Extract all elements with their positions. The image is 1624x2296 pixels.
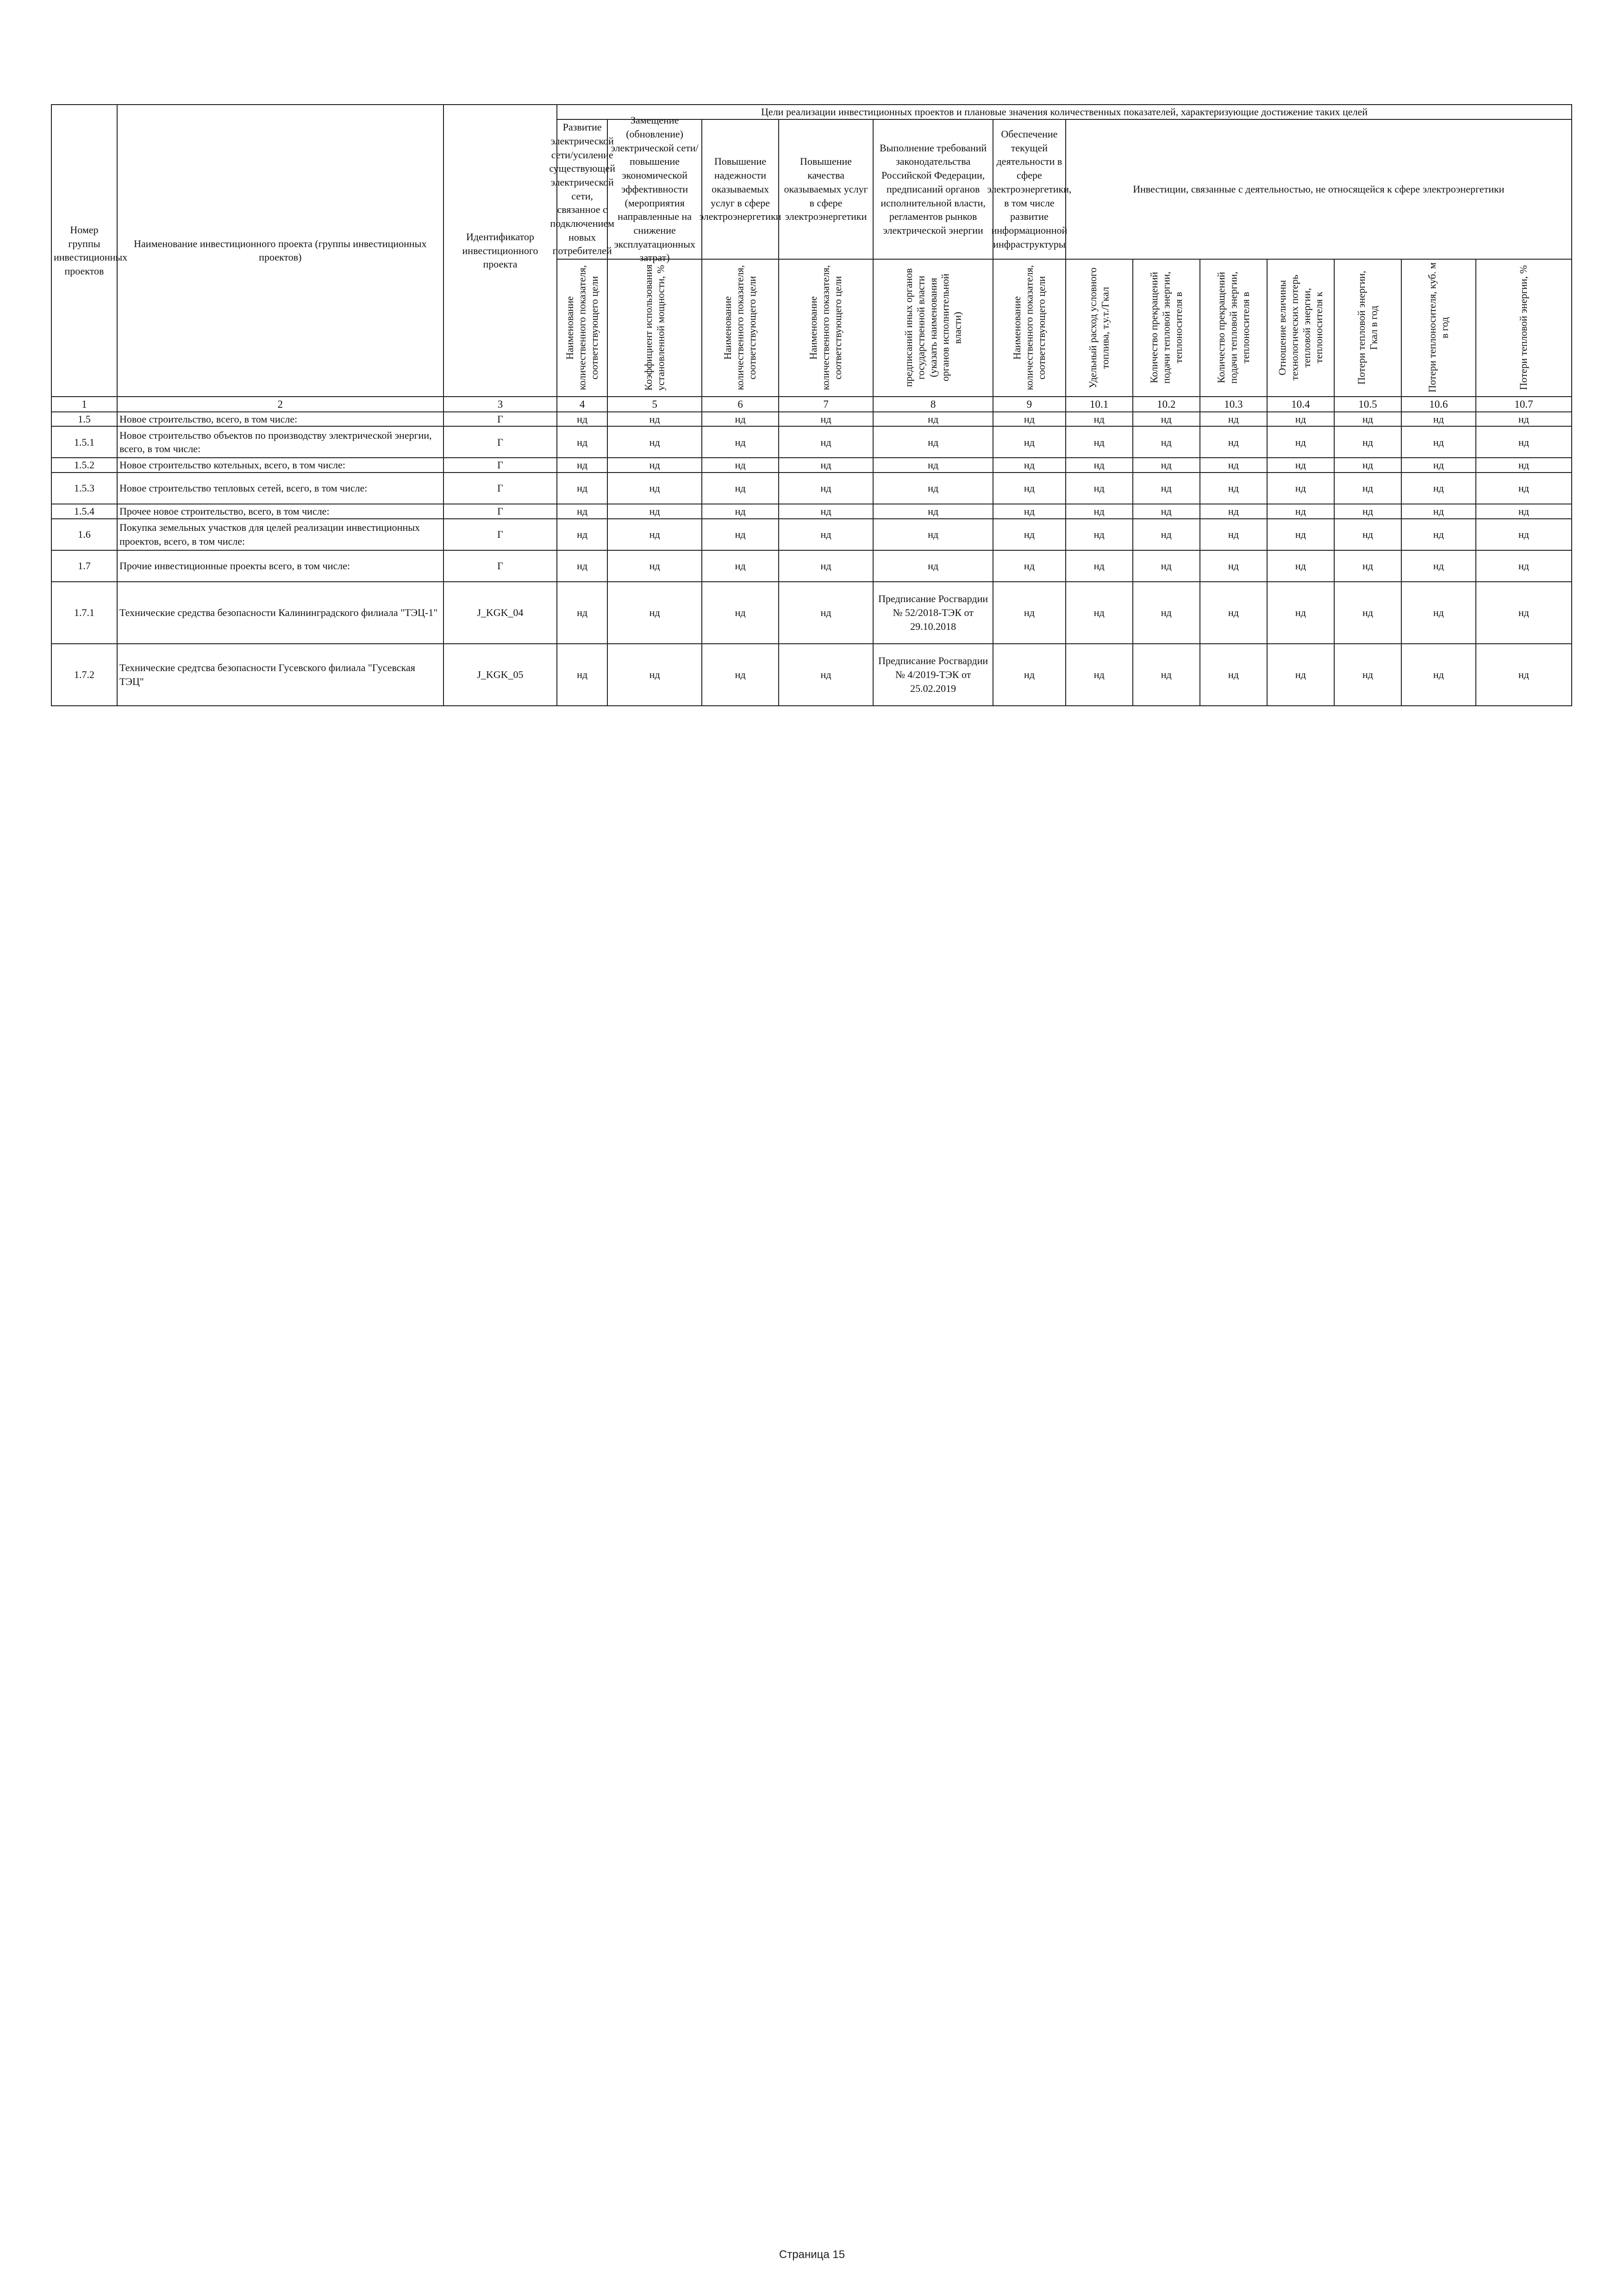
row-value-cell: нд (1401, 504, 1476, 519)
row-value-cell: нд (779, 644, 873, 706)
row-value-cell: нд (1267, 519, 1334, 550)
table-row (51, 458, 1572, 473)
row-number: 1.7.2 (51, 644, 117, 706)
row-value-cell: нд (1401, 519, 1476, 550)
indicator-header (607, 259, 702, 397)
column-number: 10.2 (1133, 397, 1200, 412)
investment-projects-table (51, 104, 1572, 706)
row-value-cell: нд (607, 550, 702, 582)
row-number: 1.5.3 (51, 473, 117, 504)
row-value-cell: нд (607, 519, 702, 550)
column-number: 10.3 (1200, 397, 1267, 412)
row-number: 1.5.4 (51, 504, 117, 519)
goal-group-label: Замещение (обновление) электрической сети/повышение экономической эффективности (мероприятия направленные на снижение эксплуатационных затрат) (611, 114, 699, 264)
row-value-cell: нд (1066, 644, 1133, 706)
row-value-cell: нд (993, 426, 1065, 458)
row-value-cell: нд (557, 412, 607, 427)
row-value-cell: нд (557, 504, 607, 519)
table-row (51, 504, 1572, 519)
row-value-cell: нд (993, 550, 1065, 582)
row-value-cell: нд (1133, 519, 1200, 550)
row-value-cell: нд (1267, 644, 1334, 706)
column-number: 10.1 (1066, 397, 1133, 412)
row-requirement-cell: нд (873, 504, 993, 519)
indicator-header (1133, 259, 1200, 397)
row-value-cell: нд (779, 426, 873, 458)
row-project-id: Г (443, 426, 557, 458)
row-value-cell: нд (702, 504, 779, 519)
row-requirement-cell: Предписание Росгвардии № 52/2018-ТЭК от 29.10.2018 (873, 582, 993, 644)
header-project-name: Наименование инвестиционного проекта (группы инвестиционных проектов) (117, 105, 443, 397)
indicator-header (873, 259, 993, 397)
row-value-cell: нд (1401, 412, 1476, 427)
row-value-cell: нд (1267, 582, 1334, 644)
table-row (51, 582, 1572, 644)
row-value-cell: нд (1476, 582, 1572, 644)
page-number: Страница 15 (779, 2248, 845, 2261)
goal-group-header (699, 119, 781, 259)
column-number: 5 (607, 397, 702, 412)
indicator-label: Наименование количественного показателя, соответствующего цели (564, 265, 600, 391)
row-number: 1.5.2 (51, 458, 117, 473)
indicator-header (702, 259, 779, 397)
goal-group-header (607, 114, 702, 264)
indicator-label: Потери тепловой энергии, % (1518, 265, 1530, 391)
row-value-cell: нд (1401, 582, 1476, 644)
goal-group-header (1066, 119, 1572, 259)
row-value-cell: нд (1401, 426, 1476, 458)
row-value-cell: нд (1066, 582, 1133, 644)
row-value-cell: нд (779, 473, 873, 504)
row-requirement-cell: Предписание Росгвардии № 4/2019-ТЭК от 25.02.2019 (873, 644, 993, 706)
goal-group-label: Повышение качества оказываемых услуг в сфере электроэнергетики (784, 156, 868, 223)
row-value-cell: нд (1066, 412, 1133, 427)
row-project-id: Г (443, 458, 557, 473)
row-value-cell: нд (779, 458, 873, 473)
table-row (51, 550, 1572, 582)
row-value-cell: нд (1133, 582, 1200, 644)
header-goals: Цели реализации инвестиционных проектов и плановые значения количественных показателей, характеризующие достижение таких целей (557, 105, 1572, 119)
row-value-cell: нд (557, 550, 607, 582)
indicator-label: Отношение величины технологических потерь тепловой энергии, теплоносителя к (1276, 275, 1324, 381)
row-value-cell: нд (993, 582, 1065, 644)
row-value-cell: нд (1334, 550, 1401, 582)
header-project-id: Идентификатор инвестиционного проекта (443, 105, 557, 397)
row-value-cell: нд (993, 504, 1065, 519)
row-value-cell: нд (557, 473, 607, 504)
row-value-cell: нд (702, 644, 779, 706)
row-requirement-cell: нд (873, 426, 993, 458)
goal-group-label: Повышение надежности оказываемых услуг в сфере электроэнергетики (699, 156, 781, 223)
row-value-cell: нд (1133, 458, 1200, 473)
row-value-cell: нд (1334, 426, 1401, 458)
row-number: 1.5.1 (51, 426, 117, 458)
indicator-label: Коэффициент использования установленной мощности, % (642, 264, 667, 391)
row-value-cell: нд (1200, 550, 1267, 582)
row-value-cell: нд (779, 582, 873, 644)
row-value-cell: нд (1267, 550, 1334, 582)
row-value-cell: нд (779, 550, 873, 582)
table-row (51, 426, 1572, 458)
goal-group-header (779, 119, 873, 259)
row-value-cell: нд (1334, 458, 1401, 473)
row-project-name: Новое строительство котельных, всего, в том числе: (117, 458, 443, 473)
row-requirement-cell: нд (873, 519, 993, 550)
row-requirement-cell: нд (873, 458, 993, 473)
row-value-cell: нд (1476, 473, 1572, 504)
row-value-cell: нд (702, 412, 779, 427)
row-value-cell: нд (702, 458, 779, 473)
row-project-id: Г (443, 473, 557, 504)
row-value-cell: нд (1476, 519, 1572, 550)
row-value-cell: нд (1476, 458, 1572, 473)
row-value-cell: нд (993, 473, 1065, 504)
indicator-label: Количество прекращений подачи тепловой энергии, теплоносителя в (1148, 272, 1184, 384)
row-number: 1.7.1 (51, 582, 117, 644)
row-value-cell: нд (993, 644, 1065, 706)
goal-group-label: Обеспечение текущей деятельности в сфере электроэнергетики, в том числе развитие информационной инфраструктуры (987, 128, 1072, 250)
row-project-name: Новое строительство объектов по производству электрической энергии, всего, в том числе: (117, 426, 443, 458)
row-value-cell: нд (1200, 504, 1267, 519)
row-value-cell: нд (1476, 426, 1572, 458)
row-value-cell: нд (1133, 644, 1200, 706)
indicator-header (1476, 259, 1572, 397)
indicator-label: Удельный расход условного топлива, т.у.т./Гкал (1087, 267, 1111, 388)
row-project-name: Новое строительство, всего, в том числе: (117, 412, 443, 427)
row-value-cell: нд (607, 582, 702, 644)
row-value-cell: нд (1401, 473, 1476, 504)
row-project-name: Технические средства безопасности Калининградского филиала "ТЭЦ-1" (117, 582, 443, 644)
row-value-cell: нд (702, 426, 779, 458)
indicator-header (557, 259, 607, 397)
row-value-cell: нд (1066, 550, 1133, 582)
row-value-cell: нд (1200, 426, 1267, 458)
row-value-cell: нд (1334, 582, 1401, 644)
indicator-header (993, 259, 1065, 397)
row-value-cell: нд (607, 426, 702, 458)
indicator-header (1066, 259, 1133, 397)
row-value-cell: нд (557, 582, 607, 644)
column-number: 10.6 (1401, 397, 1476, 412)
column-number: 2 (117, 397, 443, 412)
indicator-label: предписаний иных органов государственной власти (указать наименования органов исполнительной власти) (902, 268, 963, 387)
indicator-label: Потери тепловой энергии, Гкал в год (1355, 271, 1380, 385)
indicator-header (1267, 259, 1334, 397)
column-number: 8 (873, 397, 993, 412)
row-value-cell: нд (1066, 473, 1133, 504)
row-project-name: Технические средтсва безопасности Гусевского филиала "Гусевская ТЭЦ" (117, 644, 443, 706)
row-value-cell: нд (1200, 473, 1267, 504)
goal-group-label: Выполнение требований законодательства Российской Федерации, предписаний органов исполнительной власти, регламентов рынков электрической энергии (879, 142, 987, 236)
row-value-cell: нд (1401, 644, 1476, 706)
row-value-cell: нд (993, 519, 1065, 550)
row-project-id: J_KGK_04 (443, 582, 557, 644)
row-value-cell: нд (1334, 519, 1401, 550)
row-value-cell: нд (702, 473, 779, 504)
indicator-header (1401, 259, 1476, 397)
column-number: 1 (51, 397, 117, 412)
row-requirement-cell: нд (873, 473, 993, 504)
row-value-cell: нд (1334, 473, 1401, 504)
row-value-cell: нд (993, 458, 1065, 473)
indicator-label: Наименование количественного показателя, соответствующего цели (1011, 265, 1047, 391)
row-value-cell: нд (1267, 426, 1334, 458)
header-group-number: Номер группы инвестиционных проектов (51, 105, 117, 397)
row-value-cell: нд (1267, 504, 1334, 519)
row-value-cell: нд (1476, 412, 1572, 427)
row-number: 1.7 (51, 550, 117, 582)
goal-group-label: Развитие электрической сети/усиление существующей электрической сети, связанное с подключением новых потребителей (549, 121, 615, 257)
indicator-header (1334, 259, 1401, 397)
row-number: 1.6 (51, 519, 117, 550)
row-value-cell: нд (1401, 550, 1476, 582)
row-value-cell: нд (1133, 504, 1200, 519)
row-value-cell: нд (993, 412, 1065, 427)
row-value-cell: нд (607, 412, 702, 427)
column-number: 7 (779, 397, 873, 412)
column-numbers-row (51, 397, 1572, 412)
row-value-cell: нд (1066, 519, 1133, 550)
row-project-name: Прочее новое строительство, всего, в том числе: (117, 504, 443, 519)
indicator-header (1200, 259, 1267, 397)
row-value-cell: нд (1267, 458, 1334, 473)
row-number: 1.5 (51, 412, 117, 427)
row-value-cell: нд (1200, 644, 1267, 706)
row-value-cell: нд (557, 458, 607, 473)
table-body (51, 412, 1572, 706)
column-number: 10.5 (1334, 397, 1401, 412)
row-value-cell: нд (1334, 644, 1401, 706)
column-number: 6 (702, 397, 779, 412)
row-value-cell: нд (1476, 550, 1572, 582)
column-number: 10.4 (1267, 397, 1334, 412)
row-requirement-cell: нд (873, 412, 993, 427)
row-value-cell: нд (1133, 412, 1200, 427)
row-value-cell: нд (1200, 519, 1267, 550)
row-value-cell: нд (1133, 473, 1200, 504)
indicator-label: Наименование количественного показателя, соответствующего цели (807, 265, 844, 391)
goal-group-header (873, 119, 993, 259)
row-value-cell: нд (557, 426, 607, 458)
row-value-cell: нд (557, 519, 607, 550)
row-value-cell: нд (1066, 504, 1133, 519)
row-value-cell: нд (607, 644, 702, 706)
row-value-cell: нд (1066, 426, 1133, 458)
row-project-id: Г (443, 412, 557, 427)
row-project-id: Г (443, 519, 557, 550)
row-value-cell: нд (779, 519, 873, 550)
row-project-name: Покупка земельных участков для целей реализации инвестиционных проектов, всего, в том числе: (117, 519, 443, 550)
indicator-label: Потери теплоносителя, куб. м в год (1426, 262, 1450, 393)
indicator-label: Наименование количественного показателя, соответствующего цели (722, 265, 758, 391)
column-number: 10.7 (1476, 397, 1572, 412)
table-header (51, 105, 1572, 412)
row-value-cell: нд (607, 458, 702, 473)
column-number: 4 (557, 397, 607, 412)
row-project-id: Г (443, 550, 557, 582)
table-row (51, 519, 1572, 550)
row-value-cell: нд (779, 412, 873, 427)
row-value-cell: нд (1476, 644, 1572, 706)
indicator-label: Количество прекращений подачи тепловой энергии, теплоносителя в (1215, 272, 1251, 384)
row-value-cell: нд (702, 519, 779, 550)
goal-group-header (987, 119, 1072, 259)
row-value-cell: нд (1133, 426, 1200, 458)
row-value-cell: нд (1200, 582, 1267, 644)
row-value-cell: нд (1267, 412, 1334, 427)
table-row (51, 412, 1572, 427)
row-project-id: Г (443, 504, 557, 519)
row-value-cell: нд (702, 582, 779, 644)
goal-group-header (549, 119, 615, 259)
goal-group-label: Инвестиции, связанные с деятельностью, не относящейся к сфере электроэнергетики (1133, 183, 1505, 195)
row-value-cell: нд (1334, 412, 1401, 427)
row-value-cell: нд (1133, 550, 1200, 582)
row-value-cell: нд (1200, 458, 1267, 473)
row-value-cell: нд (1066, 458, 1133, 473)
table-row (51, 473, 1572, 504)
row-requirement-cell: нд (873, 550, 993, 582)
row-value-cell: нд (557, 644, 607, 706)
row-value-cell: нд (702, 550, 779, 582)
column-number: 3 (443, 397, 557, 412)
row-value-cell: нд (1476, 504, 1572, 519)
row-value-cell: нд (607, 504, 702, 519)
row-value-cell: нд (1334, 504, 1401, 519)
table-row (51, 644, 1572, 706)
row-project-name: Новое строительство тепловых сетей, всего, в том числе: (117, 473, 443, 504)
row-value-cell: нд (779, 504, 873, 519)
row-value-cell: нд (1200, 412, 1267, 427)
row-project-id: J_KGK_05 (443, 644, 557, 706)
row-value-cell: нд (607, 473, 702, 504)
row-value-cell: нд (1267, 473, 1334, 504)
indicator-header (779, 259, 873, 397)
column-number: 9 (993, 397, 1065, 412)
row-project-name: Прочие инвестиционные проекты всего, в том числе: (117, 550, 443, 582)
row-value-cell: нд (1401, 458, 1476, 473)
